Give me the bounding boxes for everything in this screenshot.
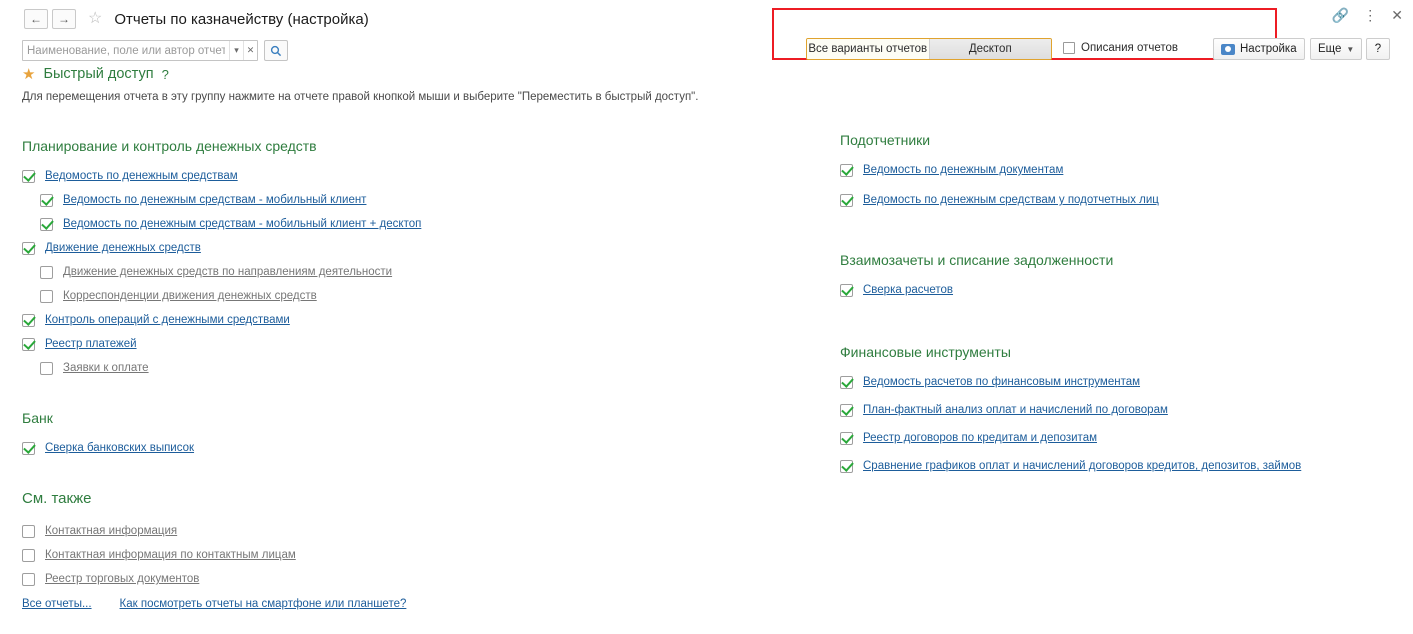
group-title: Подотчетники <box>840 132 931 148</box>
footer-links <box>22 598 406 610</box>
more-button[interactable] <box>1310 38 1362 60</box>
all-reports-link[interactable]: Все отчеты... <box>22 598 92 610</box>
list-item-label[interactable]: Движение денежных средств <box>45 242 201 254</box>
list-item[interactable] <box>22 436 812 460</box>
checkbox-checked-icon[interactable] <box>22 170 35 183</box>
list-item[interactable] <box>840 188 1400 212</box>
star-outline-icon[interactable]: ☆ <box>88 10 103 27</box>
search-box[interactable] <box>22 40 258 61</box>
list-item[interactable] <box>22 567 812 591</box>
list-item-label[interactable]: Ведомость по денежным средствам - мобильный клиент <box>63 194 367 206</box>
left-column <box>22 138 812 591</box>
chevron-down-icon[interactable]: ▾ <box>229 41 243 60</box>
camera-icon <box>1221 44 1235 55</box>
checkbox-checked-icon[interactable] <box>840 284 853 297</box>
checkbox-checked-icon[interactable] <box>40 218 53 231</box>
forward-button[interactable] <box>52 9 76 29</box>
list-item-label[interactable]: Корреспонденции движения денежных средств <box>63 290 317 302</box>
list-item-label[interactable]: Сравнение графиков оплат и начислений договоров кредитов, депозитов, займов <box>863 460 1302 472</box>
group-title: Банк <box>22 410 53 426</box>
list-item-label[interactable]: План-фактный анализ оплат и начислений по договорам <box>863 404 1168 416</box>
see-also-title: См. также <box>22 490 92 507</box>
group-accountable <box>840 132 1400 212</box>
group-offsets <box>840 252 1400 302</box>
search-button[interactable] <box>264 40 288 61</box>
list-item[interactable] <box>22 519 812 543</box>
checkbox-checked-icon[interactable] <box>22 442 35 455</box>
list-item-label[interactable]: Заявки к оплате <box>63 362 149 374</box>
list-item-label[interactable]: Контактная информация <box>45 525 178 537</box>
group-title: Финансовые инструменты <box>840 344 1011 360</box>
right-column <box>840 132 1400 478</box>
checkbox-checked-icon[interactable] <box>840 164 853 177</box>
spacer <box>22 460 812 490</box>
search-input[interactable] <box>23 41 229 60</box>
list-item[interactable] <box>22 164 812 188</box>
list-item[interactable] <box>840 278 1400 302</box>
list-item[interactable] <box>840 398 1400 422</box>
list-item-label[interactable]: Ведомость по денежным документам <box>863 164 1064 176</box>
list-item-label[interactable]: Сверка расчетов <box>863 284 954 296</box>
list-item-label[interactable]: Ведомость по денежным средствам - мобильный клиент + десктоп <box>63 218 422 230</box>
search-icon <box>270 45 282 57</box>
quick-access-help-icon[interactable]: ? <box>161 66 169 82</box>
checkbox-unchecked-icon[interactable] <box>22 573 35 586</box>
list-item[interactable] <box>22 236 812 260</box>
quick-access-title: Быстрый доступ <box>43 66 154 82</box>
segment-all-report-variants[interactable]: Все варианты отчетов <box>807 39 929 59</box>
list-item[interactable] <box>22 356 812 380</box>
checkbox-unchecked-icon[interactable] <box>40 290 53 303</box>
group-title: Взаимозачеты и списание задолженности <box>840 252 1114 268</box>
checkbox-checked-icon[interactable] <box>22 338 35 351</box>
list-item[interactable] <box>22 284 812 308</box>
list-item[interactable] <box>22 543 812 567</box>
kebab-menu-icon[interactable]: ⋮ <box>1363 7 1378 23</box>
checkbox-box[interactable] <box>1063 42 1075 54</box>
close-icon[interactable]: ✕ <box>1391 7 1403 23</box>
mobile-help-link[interactable]: Как посмотреть отчеты на смартфоне или планшете? <box>119 598 407 610</box>
group-see-also <box>22 490 812 591</box>
checkbox-checked-icon[interactable] <box>22 242 35 255</box>
checkbox-unchecked-icon[interactable] <box>22 525 35 538</box>
page-title: Отчеты по казначейству (настройка) <box>114 10 369 28</box>
checkbox-checked-icon[interactable] <box>840 432 853 445</box>
checkbox-checked-icon[interactable] <box>40 194 53 207</box>
back-button[interactable] <box>24 9 48 29</box>
group-planning <box>22 138 812 380</box>
chevron-down-icon: ▼ <box>1346 44 1355 54</box>
arrow-left-icon: ← <box>30 12 42 26</box>
search-row <box>22 40 288 61</box>
checkbox-checked-icon[interactable] <box>840 376 853 389</box>
checkbox-checked-icon[interactable] <box>840 460 853 473</box>
checkbox-checked-icon[interactable] <box>22 314 35 327</box>
settings-button-label: Настройка <box>1240 43 1297 55</box>
checkbox-unchecked-icon[interactable] <box>22 549 35 562</box>
list-item-label[interactable]: Ведомость по денежным средствам у подотчетных лиц <box>863 194 1159 206</box>
quick-access-hint: Для перемещения отчета в эту группу нажмите на отчете правой кнопкой мыши и выберите "Переместить в быстрый доступ". <box>22 91 699 103</box>
list-item-label[interactable]: Сверка банковских выписок <box>45 442 195 454</box>
list-item-label[interactable]: Ведомость расчетов по финансовым инструментам <box>863 376 1141 388</box>
group-bank <box>22 410 812 460</box>
list-item-label[interactable]: Реестр торговых документов <box>45 573 200 585</box>
descriptions-checkbox[interactable] <box>1063 42 1178 54</box>
more-button-label: Еще <box>1318 43 1342 55</box>
list-item-label[interactable]: Ведомость по денежным средствам <box>45 170 238 182</box>
link-icon[interactable]: 🔗 <box>1331 7 1350 23</box>
list-item-label[interactable]: Реестр платежей <box>45 338 137 350</box>
checkbox-checked-icon[interactable] <box>840 404 853 417</box>
spacer <box>840 212 1400 252</box>
group-financial-instruments <box>840 344 1400 478</box>
list-item[interactable] <box>22 188 812 212</box>
settings-button[interactable] <box>1213 38 1305 60</box>
window-controls <box>1332 8 1403 22</box>
quick-access-header <box>22 66 169 82</box>
list-item[interactable] <box>840 370 1400 394</box>
list-item-label[interactable]: Реестр договоров по кредитам и депозитам <box>863 432 1097 444</box>
list-item[interactable] <box>840 454 1400 478</box>
clear-icon[interactable]: ✕ <box>243 41 257 60</box>
list-item[interactable] <box>22 308 812 332</box>
descriptions-checkbox-label: Описания отчетов <box>1081 42 1178 54</box>
checkbox-unchecked-icon[interactable] <box>40 362 53 375</box>
list-item[interactable] <box>22 260 812 284</box>
list-item[interactable] <box>22 332 812 356</box>
list-item-label[interactable]: Движение денежных средств по направлениям деятельности <box>63 266 393 278</box>
list-item[interactable] <box>840 158 1400 182</box>
group-title: Планирование и контроль денежных средств <box>22 138 317 154</box>
list-item-label[interactable]: Контроль операций с денежными средствами <box>45 314 290 326</box>
list-item-label[interactable]: Контактная информация по контактным лицам <box>45 549 296 561</box>
spacer <box>840 302 1400 344</box>
help-button-label: ? <box>1374 43 1382 55</box>
checkbox-checked-icon[interactable] <box>840 194 853 207</box>
spacer <box>22 380 812 410</box>
help-button[interactable] <box>1366 38 1390 60</box>
report-variant-switch[interactable] <box>806 38 1052 60</box>
segment-desktop[interactable]: Десктоп <box>929 39 1052 59</box>
checkbox-unchecked-icon[interactable] <box>40 266 53 279</box>
list-item[interactable] <box>840 426 1400 450</box>
list-item[interactable] <box>22 212 812 236</box>
arrow-right-icon: → <box>58 12 70 26</box>
star-filled-icon: ★ <box>22 65 36 83</box>
